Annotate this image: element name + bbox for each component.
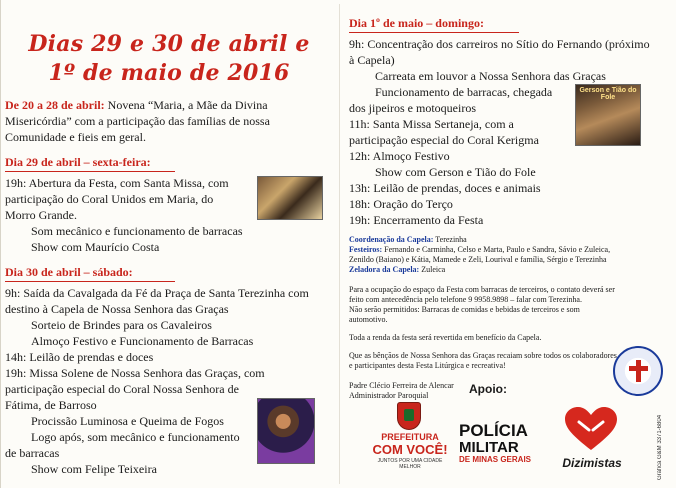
day30-indented-line: Procissão Luminosa e Queima de Fogos	[31, 414, 224, 428]
day29-indented-line: Show com Maurício Costa	[31, 240, 160, 254]
spacer	[349, 343, 669, 351]
day29-indented-line: Som mecânico e funcionamento de barracas	[31, 224, 243, 238]
fold-divider	[339, 4, 340, 484]
may1-indented-line: Funcionamento de barracas, chegada	[375, 85, 553, 99]
may1-line: 12h: Almoço Festivo	[349, 149, 450, 163]
novena-label: De 20 a 28 de abril:	[5, 98, 105, 112]
title-line-2: 1º de maio de 2016	[48, 60, 290, 86]
may1-line: 18h: Oração do Terço	[349, 197, 453, 211]
day30-line: 9h: Saída da Cavalgada da Fé da Praça de Santa Terezinha com	[5, 286, 309, 300]
day29-line: participação do Coral Unidos em Maria, do	[5, 192, 214, 206]
band-caption: Gerson e Tião do Fole	[579, 87, 637, 101]
may1-line: 19h: Encerramento da Festa	[349, 213, 484, 227]
novena-text-3: Comunidade e fieis em geral.	[5, 130, 146, 144]
note-text: e participantes desta Festa Litúrgica e recreativa!	[349, 361, 506, 370]
city-crest-icon	[397, 402, 421, 430]
title-line-1: Dias 29 e 30 de abril e	[28, 31, 310, 57]
day30-underline	[5, 281, 175, 282]
novena-text-1: Novena “Maria, a Mãe da Divina	[104, 98, 268, 112]
note-text: Para a ocupação do espaço da Festa com barracas de terceiros, o contato deverá ser	[349, 285, 615, 294]
day30-header: Dia 30 de abril – sábado:	[5, 265, 133, 279]
note-text: Não serão permitidos: Barracas de comidas e bebidas de terceiros e som	[349, 305, 580, 314]
zeladora-value: Zuleica	[419, 265, 446, 274]
note-text: Que as bênçãos de Nossa Senhora das Graças recaiam sobre todos os colaboradores	[349, 351, 617, 360]
pm-line-3: DE MINAS GERAIS	[459, 455, 532, 464]
day30-line: destino à Capela de Nossa Senhora das Graças	[5, 302, 229, 316]
day29-header: Dia 29 de abril – sexta-feira:	[5, 155, 151, 169]
felipe-teixeira-photo	[257, 398, 315, 464]
spacer	[5, 255, 333, 265]
may1-indented-line: Show com Gerson e Tião do Fole	[375, 165, 536, 179]
spacer	[5, 145, 333, 155]
may1-line: 9h: Concentração dos carreiros no Sítio do Fernando (próximo	[349, 37, 650, 51]
day30-line: 19h: Missa Solene de Nossa Senhora das Graças, com	[5, 366, 265, 380]
may1-underline	[349, 32, 519, 33]
festeiros-value-2: Zenildo (Baiano) e Kátia, Mamede e Zeli, Lourival e família, Sérgio e Terezinha	[349, 255, 607, 264]
day29-line: Morro Grande.	[5, 208, 77, 222]
day29-underline	[5, 171, 175, 172]
day30-line: participação especial do Coral Nossa Senhora de	[5, 382, 239, 396]
mauricio-costa-photo	[257, 176, 323, 220]
prefeitura-sub: JUNTOS POR UMA CIDADE MELHOR	[377, 458, 443, 470]
day30-indented-line: Show com Felipe Teixeira	[31, 462, 157, 476]
coord-line	[349, 235, 669, 245]
coord-value: Terezinha	[433, 235, 467, 244]
dizimistas-text: Dizimistas	[562, 456, 622, 470]
pm-line-2: MILITAR	[459, 439, 519, 456]
dizimistas-logo	[557, 406, 627, 472]
seal-cross-icon	[636, 360, 641, 382]
right-panel	[349, 16, 669, 401]
policia-militar-logo	[459, 422, 545, 466]
printer-credit: Gráfica G&M 3371-6804	[657, 414, 663, 480]
festeiros-label: Festeiros:	[349, 245, 383, 254]
gerson-tiao-photo	[575, 84, 641, 146]
day30-line: 14h: Leilão de prendas e doces	[5, 350, 154, 364]
may1-line: 11h: Santa Missa Sertaneja, com a	[349, 117, 514, 131]
day30-indented-line: Logo após, som mecânico e funcionamento	[31, 430, 240, 444]
page-title	[5, 30, 333, 88]
day30-line: Fátima, de Barroso	[5, 398, 97, 412]
note-text: Toda a renda da festa será revertida em benefício da Capela.	[349, 333, 542, 342]
prefeitura-name: PREFEITURA	[381, 432, 439, 442]
may1-line: participação especial do Coral Kerigma	[349, 133, 539, 147]
note-text: automotivo.	[349, 315, 388, 324]
signature-title: Administrador Paroquial	[349, 391, 429, 400]
day30-indented-line: Almoço Festivo e Funcionamento de Barracas	[31, 334, 254, 348]
festeiros-value: Fernando e Carminha, Celso e Marta, Paulo e Sandra, Sávio e Zuleica,	[382, 245, 611, 254]
zeladora-line	[349, 265, 669, 275]
pm-line-1: POLÍCIA	[459, 421, 528, 440]
may1-header: Dia 1º de maio – domingo:	[349, 16, 484, 30]
may1-indented-line: Carreata em louvor a Nossa Senhora das Graças	[375, 69, 606, 83]
spacer	[349, 325, 669, 333]
spacer	[349, 228, 669, 235]
may1-line: à Capela)	[349, 53, 395, 67]
mercy-jubilee-seal	[613, 346, 663, 396]
day30-indented-line: Sorteio de Brindes para os Cavaleiros	[31, 318, 212, 332]
seal-cross-bar	[629, 366, 648, 371]
coord-label: Coordenação da Capela:	[349, 235, 434, 244]
spacer	[349, 275, 669, 285]
prefeitura-logo	[367, 402, 453, 470]
festeiros-line	[349, 245, 669, 255]
novena-text-2: Misericórdia” com a participação das famílias de nossa	[5, 114, 270, 128]
may1-line: dos jipeiros e motoqueiros	[349, 101, 476, 115]
signature-name: Padre Clécio Ferreira de Alencar	[349, 381, 454, 390]
apoio-label: Apoio:	[469, 382, 507, 396]
day30-line: de barracas	[5, 446, 60, 460]
heart-icon	[563, 406, 619, 452]
day29-line: 19h: Abertura da Festa, com Santa Missa, com	[5, 176, 229, 190]
may1-line: 13h: Leilão de prendas, doces e animais	[349, 181, 541, 195]
note-text: feito com antecedência pelo telefone 9 9958.9898 – falar com Terezinha.	[349, 295, 582, 304]
novena-line-1	[5, 97, 333, 113]
prefeitura-slogan: COM VOCÊ!	[372, 442, 448, 457]
zeladora-label: Zeladora da Capela:	[349, 265, 420, 274]
